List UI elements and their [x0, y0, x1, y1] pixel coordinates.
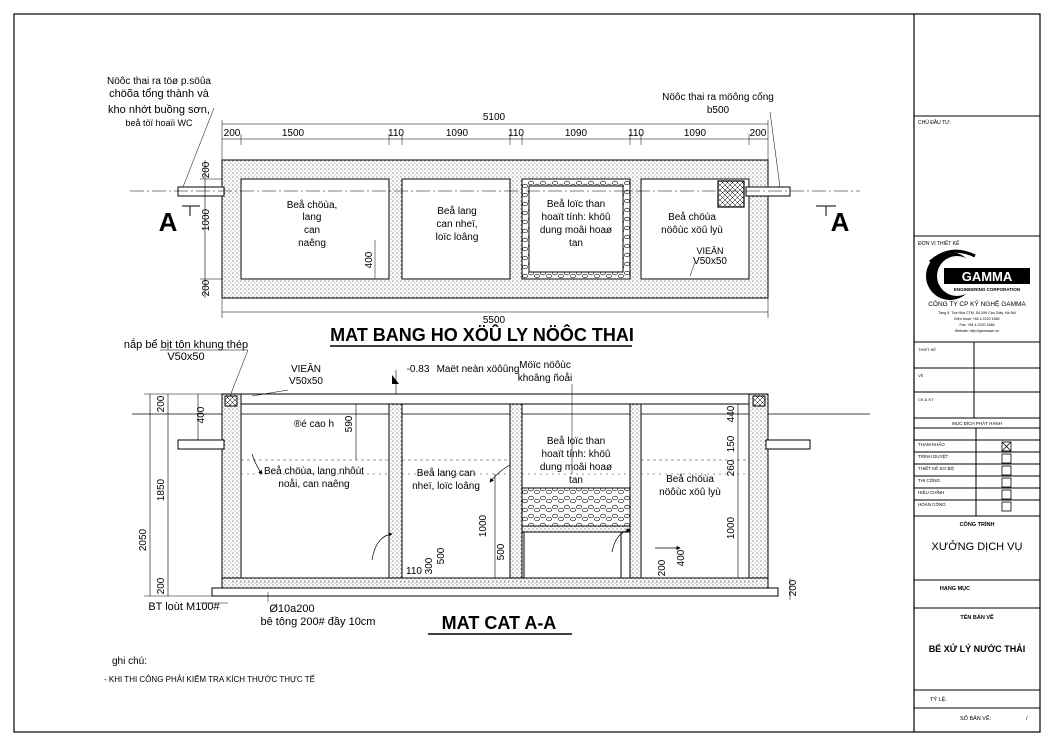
- notes-line: - KHI THI CÔNG PHẢI KIỂM TRA KÍCH THƯỚC THỰC TẾ: [104, 675, 315, 684]
- section-dim: 300: [424, 557, 435, 575]
- section-view: [132, 350, 870, 603]
- plan-vien-label: VIEÂN: [696, 246, 724, 256]
- company-logo: [926, 251, 1030, 300]
- section-dim: 400: [196, 406, 207, 424]
- section-note-cover-1: nắp bể bịt tôn khung thép: [123, 339, 249, 351]
- plan-note-left-2: chöõa tổng thành và: [109, 88, 209, 100]
- plan-chamber-4-line: Beå chöùa: [668, 212, 716, 223]
- plan-dim: 110: [628, 128, 644, 139]
- number-value: /: [1026, 716, 1028, 722]
- company-fax: Fax: +84 4 2220 1688: [959, 323, 995, 327]
- section-dim: 440: [726, 405, 737, 423]
- section-dim: 500: [436, 547, 447, 565]
- plan-dim-left: 200: [201, 161, 212, 179]
- purpose-label: THIẾT KẾ SƠ BỘ: [918, 466, 955, 471]
- section-dim: 200: [156, 577, 167, 595]
- plan-dim: 1500: [281, 128, 305, 139]
- section-title: MAT CAT A-A: [441, 613, 557, 633]
- section-water-label: Möïc nöôùc: [519, 360, 571, 371]
- section-chamber-3-line: tan: [569, 475, 583, 486]
- plan-chamber-2-line: Beå lang: [437, 206, 477, 217]
- section-chamber-4-line: Beå chöùa: [666, 474, 714, 485]
- plan-note-right-1: Nöôc thai ra möông cống: [662, 92, 774, 103]
- project-name: XƯỞNG DỊCH VỤ: [931, 541, 1023, 553]
- notes-heading: ghi chú:: [112, 656, 148, 667]
- plan-dim-total-top: 5100: [482, 112, 506, 123]
- section-chamber-3-line: dung moâi hoaø: [539, 462, 613, 473]
- plan-dim-inner: 400: [364, 251, 375, 269]
- plan-chamber-4-line: nöôùc xöû lyù: [661, 225, 723, 236]
- plan-chamber-1-line: naêng: [298, 238, 326, 249]
- section-water-label: khoâng ñoåi: [517, 373, 573, 384]
- section-dim: 200: [156, 395, 167, 413]
- section-bt-label: BT loùt M100#: [148, 601, 220, 613]
- plan-chamber-1-line: lang: [302, 212, 322, 223]
- section-rebar-label: Ø10a200: [269, 603, 315, 615]
- plan-dim: 110: [508, 128, 524, 139]
- purpose-checkbox[interactable]: [1002, 490, 1011, 499]
- section-chamber-3-line: Beå loïc than: [546, 436, 606, 447]
- plan-title: MAT BANG HO XÖÛ LY NÖÔC THAI: [330, 325, 634, 345]
- plan-dim: 1090: [445, 128, 469, 139]
- purpose-label: THAM KHẢO: [918, 442, 945, 447]
- section-dim: 200: [657, 559, 668, 577]
- purpose-label: THI CÔNG: [918, 478, 940, 483]
- section-level: -0.83: [406, 364, 430, 375]
- purpose-label: HIỆU CHỈNH: [918, 490, 945, 495]
- plan-note-right-2: b500: [706, 105, 730, 116]
- section-vien-label: V50x50: [289, 376, 323, 387]
- plan-dim: 1090: [564, 128, 588, 139]
- plan-dim-left: 1000: [201, 208, 212, 232]
- section-dim: 400: [676, 549, 687, 567]
- plan-dim: 200: [223, 128, 241, 139]
- plan-chamber-1-line: can: [303, 225, 321, 236]
- section-chamber-4-line: nöôùc xöû lyù: [659, 487, 721, 498]
- section-chamber-1-line: Beå chöùa, lang nhôùt: [263, 466, 365, 477]
- company-phone: Điện thoại: +84 4 2220 1680: [954, 317, 1000, 321]
- section-dim: 2050: [138, 528, 149, 552]
- owner-label: CHỦ ĐẦU TƯ:: [918, 120, 951, 126]
- section-chamber-1-line: noåi, can naêng: [278, 479, 350, 490]
- purpose-checkbox[interactable]: [1002, 502, 1011, 511]
- plan-chamber-3-line: hoaït tính: khöû: [541, 212, 611, 223]
- scale-label: TỶ LỆ:: [930, 697, 947, 703]
- section-dim: 260: [726, 459, 737, 477]
- section-dim: 1000: [726, 516, 737, 540]
- plan-chamber-2-line: loïc loâng: [435, 232, 479, 243]
- company-web: Website: http://gammavn.vn: [954, 329, 1000, 333]
- logo-text: GAMMA: [961, 269, 1013, 284]
- sig-row-checker: CK & KT: [918, 397, 934, 402]
- plan-note-left-3: kho nhớt buồng sơn,: [108, 104, 210, 116]
- drawing-name: BỂ XỬ LÝ NƯỚC THẢI: [928, 644, 1026, 654]
- purpose-label: TRÌNH DUYỆT: [918, 454, 949, 459]
- section-slab-label: bê tông 200# đầy 10cm: [260, 616, 376, 628]
- section-dim: 150: [726, 435, 737, 453]
- plan-chamber-3-line: Beå loïc than: [546, 199, 606, 210]
- plan-note-left-1: Nöôc thai ra töø p.söûa: [107, 76, 211, 87]
- purpose-checkbox[interactable]: [1002, 466, 1011, 475]
- section-dim: 110: [406, 566, 422, 577]
- logo-sub: ENGINEERING CORPORATION: [953, 287, 1021, 292]
- section-dim: 200: [788, 579, 799, 597]
- section-chamber-2-line: Beå lang can: [416, 468, 476, 479]
- section-dim: 1850: [156, 478, 167, 502]
- plan-note-left-4: beå töï hoaïi WC: [125, 118, 193, 128]
- plan-vien-label: V50x50: [693, 256, 727, 267]
- number-label: SỐ BẢN VẼ:: [960, 716, 992, 722]
- purpose-heading: MỤC ĐÍCH PHÁT HÀNH: [952, 421, 1002, 426]
- plan-view: [130, 108, 860, 318]
- section-dim: 500: [496, 543, 507, 561]
- section-dim: 1000: [478, 514, 489, 538]
- sig-row-designer: THIẾT KẾ: [918, 347, 936, 352]
- section-mark-right: A: [830, 207, 850, 237]
- purpose-checkbox[interactable]: [1002, 454, 1011, 463]
- purpose-checkbox[interactable]: [1002, 478, 1011, 487]
- section-floor-label: Maët neàn xöôûng: [436, 364, 520, 375]
- sig-row-drawer: VẼ: [918, 373, 924, 378]
- drawing-label: TÊN BẢN VẼ: [960, 615, 994, 621]
- plan-chamber-1-line: Beå chöùa,: [286, 200, 338, 211]
- plan-chamber-3-line: dung moâi hoaø: [539, 225, 613, 236]
- section-note-cover-2: V50x50: [167, 351, 205, 363]
- section-chamber-2-line: nheï, loïc loâng: [412, 481, 480, 492]
- section-mark-left: A: [158, 207, 178, 237]
- section-vien-label: VIEÂN: [290, 364, 322, 375]
- plan-dim: 200: [749, 128, 767, 139]
- item-label: HẠNG MỤC: [939, 586, 971, 592]
- company-address: Tầng 5, Tòa Nhà CTM, Số 299 Cầu Giấy, Hà Nội: [938, 311, 1016, 315]
- purpose-label: HOÀN CÔNG: [918, 502, 946, 507]
- plan-dim: 110: [388, 128, 404, 139]
- company-name: CÔNG TY CP KỸ NGHỆ GAMMA: [928, 301, 1026, 308]
- section-chamber-3-line: hoaït tính: khöû: [541, 449, 611, 460]
- project-label: CÔNG TRÌNH: [959, 522, 995, 528]
- plan-dim: 1090: [683, 128, 707, 139]
- plan-dim-left: 200: [201, 279, 212, 297]
- plan-dim-total-bottom: 5500: [482, 315, 506, 326]
- section-dim: 590: [344, 415, 355, 433]
- designer-label: ĐƠN VỊ THIẾT KẾ: [918, 241, 960, 247]
- section-height-label: ®é cao h: [293, 419, 335, 430]
- plan-chamber-2-line: can nheï,: [436, 219, 478, 230]
- plan-chamber-3-line: tan: [569, 238, 583, 249]
